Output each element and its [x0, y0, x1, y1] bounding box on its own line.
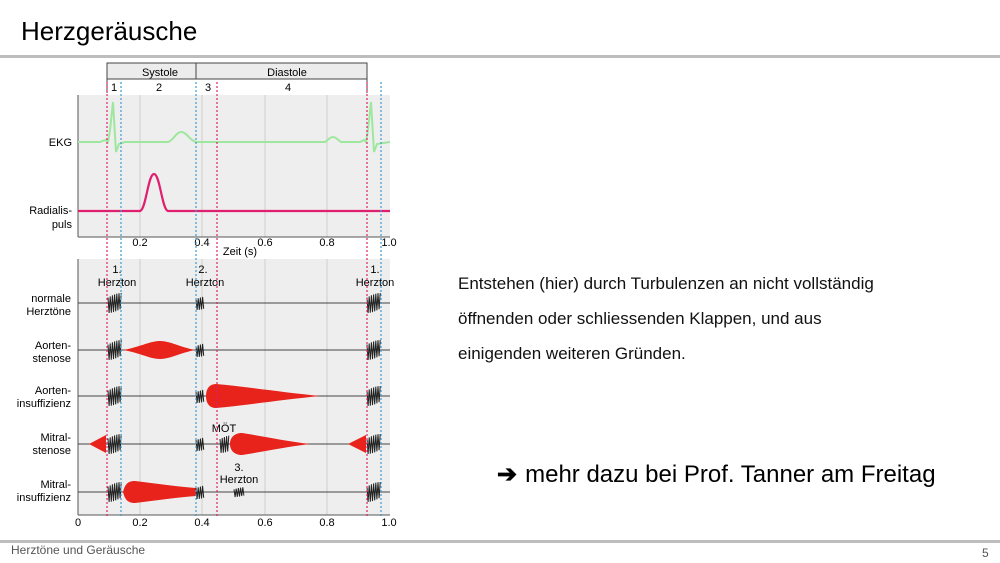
third-heart-sound-number: 3.	[234, 462, 244, 474]
row-label-aortic-insufficiency-1: Aorten-	[34, 385, 71, 397]
row-label-aortic-stenosis-2: stenose	[32, 353, 71, 365]
bottom-axis-tick-0.6: 0.6	[257, 517, 273, 529]
row-label-aortic-insufficiency-2: insuffizienz	[16, 398, 71, 410]
header-divider	[0, 55, 1000, 58]
row-label-normal-1: normale	[31, 293, 71, 305]
first-heart-sound-label: Herzton	[97, 277, 137, 289]
first-heart-sound-end-number: 1.	[370, 264, 380, 276]
phase-diastole-label: Diastole	[267, 67, 307, 79]
time-axis-label: Zeit (s)	[222, 246, 258, 258]
phase-number-3: 3	[204, 82, 212, 94]
body-text	[458, 266, 978, 371]
note-text: mehr dazu bei Prof. Tanner am Freitag	[525, 461, 936, 488]
third-heart-sound-label: Herzton	[219, 474, 259, 486]
second-heart-sound-label: Herzton	[185, 277, 225, 289]
phase-number-2: 2	[155, 82, 163, 94]
body-line-1: Entstehen (hier) durch Turbulenzen an nicht vollständig	[458, 274, 874, 293]
row-label-normal-2: Herztöne	[26, 306, 71, 318]
bottom-axis-tick-0.2: 0.2	[132, 517, 148, 529]
top-axis-tick-0.4: 0.4	[194, 237, 210, 249]
row-label-aortic-stenosis-1: Aorten-	[34, 340, 71, 352]
bottom-axis-tick-0.4: 0.4	[194, 517, 210, 529]
page-number: 5	[982, 546, 989, 560]
top-panel	[78, 95, 390, 237]
first-heart-sound-end-label: Herzton	[355, 277, 395, 289]
mot-label: MÖT	[211, 423, 237, 435]
body-line-2: öffnenden oder schliessenden Klappen, und aus	[458, 309, 822, 328]
row-label-mitral-insufficiency-1: Mitral-	[40, 479, 71, 491]
bottom-axis-tick-0.8: 0.8	[319, 517, 335, 529]
radialis-label-1: Radialis-	[29, 205, 72, 217]
note	[497, 460, 936, 489]
footer-divider	[0, 540, 1000, 543]
first-heart-sound-number: 1.	[112, 264, 122, 276]
radialis-label-2: puls	[51, 219, 72, 231]
phase-systole-label: Systole	[141, 67, 179, 79]
row-label-mitral-stenosis-2: stenose	[32, 445, 71, 457]
top-axis-tick-0.6: 0.6	[257, 237, 273, 249]
row-label-mitral-stenosis-1: Mitral-	[40, 432, 71, 444]
ekg-label: EKG	[48, 137, 72, 149]
bottom-axis-tick-0: 0	[74, 517, 82, 529]
arrow-right-icon: ➔	[497, 461, 518, 488]
top-axis-tick-0.2: 0.2	[132, 237, 148, 249]
body-line-3: einigenden weiteren Gründen.	[458, 344, 686, 363]
top-axis-tick-0.8: 0.8	[319, 237, 335, 249]
row-label-mitral-insufficiency-2: insuffizienz	[16, 492, 71, 504]
slide-title: Herzgeräusche	[21, 16, 198, 46]
phase-number-4: 4	[284, 82, 292, 94]
bottom-axis-tick-1.0: 1.0	[381, 517, 397, 529]
top-axis-tick-1.0: 1.0	[381, 237, 397, 249]
footer-text: Herztöne und Geräusche	[11, 543, 146, 557]
second-heart-sound-number: 2.	[198, 264, 208, 276]
heart-murmur-diagram	[0, 60, 400, 535]
phase-number-1: 1	[110, 82, 118, 94]
